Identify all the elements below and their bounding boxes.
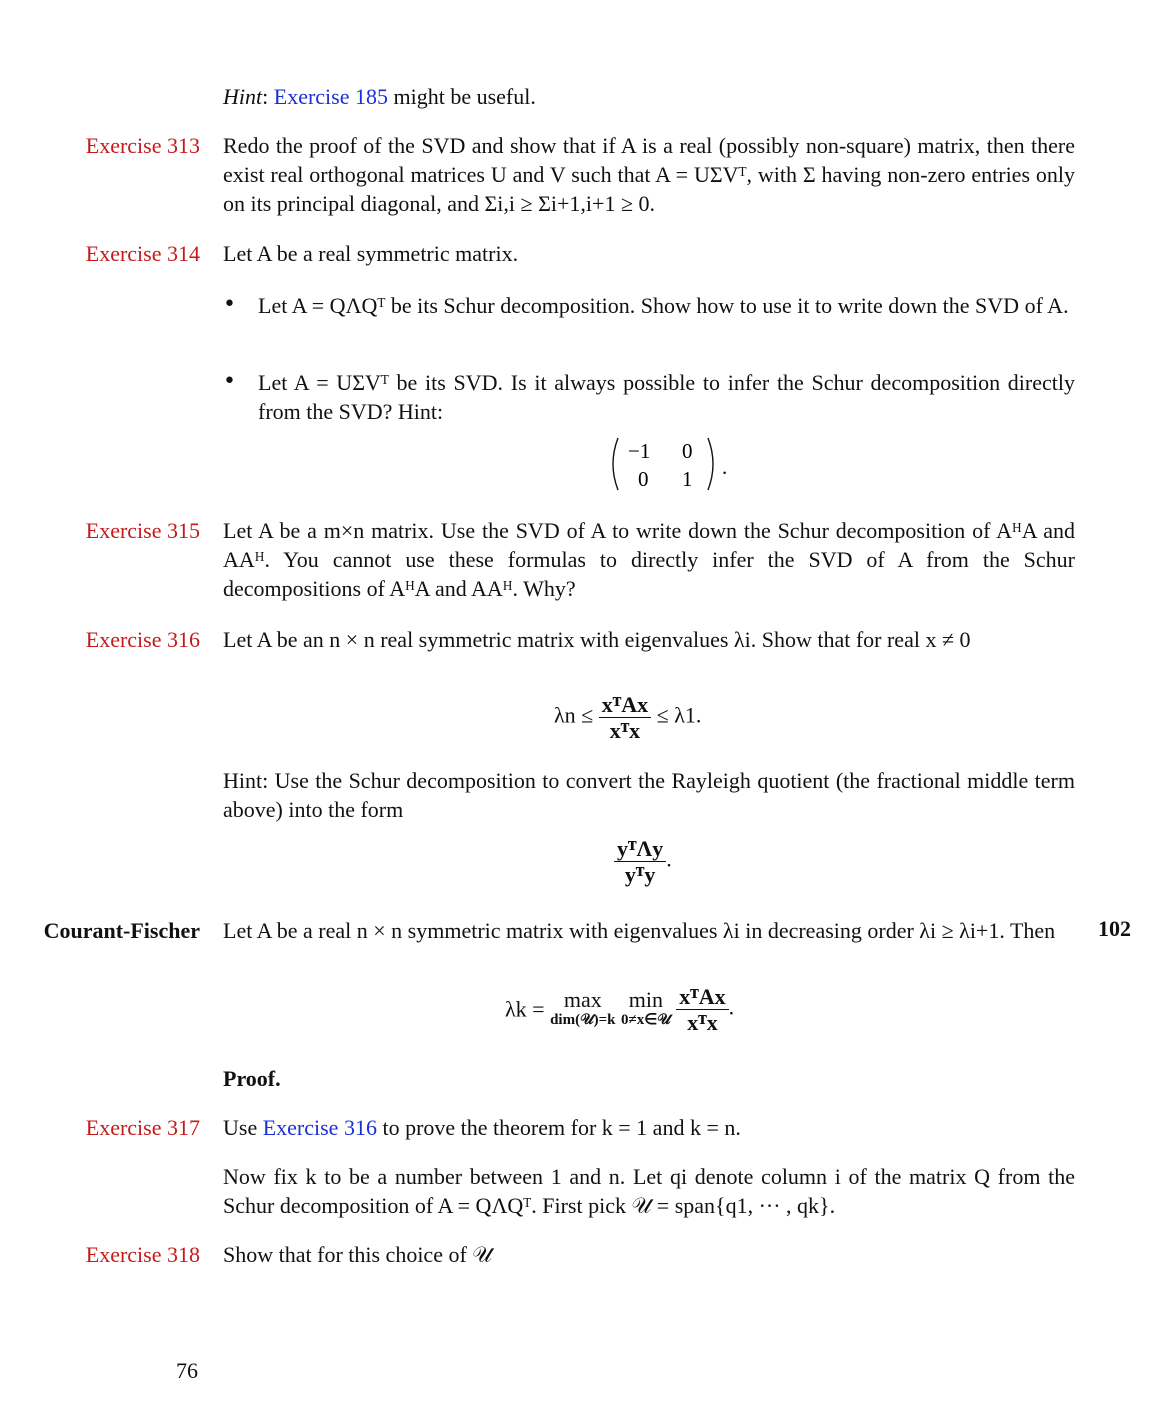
matrix-svg [606,434,736,494]
cf-fraction [676,984,728,1035]
exercise-314-bullet-1: Let A = QΛQᵀ be its Schur decomposition. Show how to use it to write down the SVD of A. [258,293,1069,318]
exercise-316-text: Let A be an n × n real symmetric matrix with eigenvalues λi. Show that for real x ≠ 0 [223,627,971,652]
matrix-cell: 0 [638,467,649,491]
exercise-318-label: Exercise 318 [85,1242,200,1267]
courant-fischer-label: Courant-Fischer [43,918,200,943]
max-operator: max dim(𝒰)=k [550,986,616,1028]
svg-text:.: . [722,455,728,479]
frac-numerator: xᵀAx [599,692,651,718]
matrix-cell: −1 [628,439,651,463]
rayleigh-form: $\frac{\text{yᵀΛy}}{\text{yᵀy}}$ . [614,836,672,887]
min-operator: min 0≠x∈𝒰 [620,986,671,1028]
hint-rest: might be useful. [387,84,536,109]
form-denominator: yᵀy [624,862,656,887]
matrix-cell: 1 [682,467,693,491]
matrix-cell: 0 [682,439,693,463]
hint-top: Hint: Exercise 185 might be useful. [223,84,536,109]
form-numerator: yᵀΛy [614,836,666,862]
frac-denominator: xᵀx [609,718,641,743]
hint-matrix [606,434,736,500]
exercise-314-label: Exercise 314 [85,241,200,266]
formula-left: λk = [505,996,545,1022]
form-fraction [614,836,666,887]
cf-numerator: xᵀAx [676,984,728,1010]
margin-number: 102 [1098,916,1131,941]
exercise-314-bullet-2: Let A = UΣVᵀ be its SVD. Is it always possible to infer the Schur decomposition directly from the SVD? Hint: [258,370,1075,424]
courant-fischer-text: Let A be a real n × n symmetric matrix with eigenvalues λi in decreasing order λi ≥ λi+1. Then [223,918,1056,943]
exercise-185-link[interactable]: Exercise 185 [273,84,388,109]
exercise-314-text: Let A be a real symmetric matrix. [223,241,519,266]
exercise-316-link[interactable]: Exercise 316 [262,1115,377,1140]
cf-denominator: xᵀx [687,1010,718,1035]
bullet-dot: • [223,369,236,394]
exercise-313-text: Redo the proof of the SVD and show that if A is a real (possibly non-square) matrix, then there exist real orthogonal matrices U and V such that A = UΣVᵀ, with Σ having non-zero entries only on its principal diagonal, and Σi,i ≥ Σi+1,i+1 ≥ 0. [223,133,1075,216]
ineq-left: λn ≤ [554,702,594,728]
exercise-317-label: Exercise 317 [85,1115,200,1140]
proof-heading: Proof. [223,1066,281,1091]
rayleigh-fraction [599,692,651,743]
ineq-right: ≤ λ1. [656,702,702,728]
hint-label: Hint [223,84,263,109]
exercise-317-paragraph: Now fix k to be a number between 1 and n. Let qi denote column i of the matrix Q from the Schur decomposition of A = QΛQᵀ. First pick 𝒰 = span{q1, ··· , qk}. [223,1164,1075,1218]
exercise-318-text: Show that for this choice of 𝒰 [223,1242,493,1267]
rayleigh-inequality [554,692,701,743]
exercise-315-label: Exercise 315 [85,518,200,543]
bullet-dot: • [223,292,236,317]
exercise-315-text: Let A be a m×n matrix. Use the SVD of A to write down the Schur decomposition of AᴴA and AAᴴ. You cannot use these formulas to directly infer the SVD of A from the Schur decompositions of AᴴA and AAᴴ. Why? [223,518,1075,601]
exercise-317-text: Use Exercise 316 to prove the theorem for k = 1 and k = n. [223,1115,741,1140]
exercise-316-label: Exercise 316 [85,627,200,652]
exercise-316-hint: Hint: Use the Schur decomposition to convert the Rayleigh quotient (the fractional middle term above) into the form [223,768,1075,822]
courant-fischer-formula: λk = max dim(𝒰)=k min 0≠x∈𝒰 $\frac{\text{xᵀAx}}{\text{xᵀx}}$ . [505,984,735,1035]
page-number: 76 [176,1358,198,1383]
exercise-313-label: Exercise 313 [85,133,200,158]
